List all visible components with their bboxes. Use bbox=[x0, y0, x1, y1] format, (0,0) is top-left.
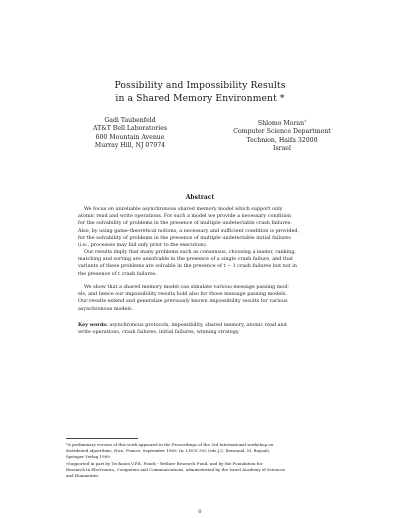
paper-title-line-1: Possibility and Impossibility Results bbox=[114, 80, 286, 91]
footnotes bbox=[66, 442, 336, 480]
text-line: asynchronous models. bbox=[78, 305, 134, 312]
abstract-paragraph-1 bbox=[78, 206, 322, 249]
footnote-line: Springer Verlag 1989. bbox=[66, 454, 111, 460]
footnote-2 bbox=[66, 461, 336, 479]
keywords-line: write operations, crash failures, initial failures, winning strategy. bbox=[78, 329, 240, 336]
abstract-heading: Abstract bbox=[185, 194, 215, 201]
author-name: Shlomo Moran bbox=[257, 120, 305, 128]
text-line: Our results extend and generalize previously known impossibility results for various bbox=[78, 298, 288, 305]
footnote-rule bbox=[66, 438, 138, 439]
text-line: for the solvability of problems in the presence of multiple undetectable crash failures. bbox=[78, 220, 292, 227]
author-block-moran bbox=[222, 117, 342, 154]
keywords-label: Key words: bbox=[78, 322, 108, 328]
footnote-1 bbox=[66, 442, 336, 460]
text-line: We show that a shared memory model can simulate various message passing mod- bbox=[84, 284, 290, 290]
text-line: atomic read and write operations. For such a model we provide a necessary condition bbox=[78, 213, 291, 220]
text-line: the presence of t crash failures. bbox=[78, 270, 158, 277]
keywords-line bbox=[78, 322, 322, 329]
text-line: els, and hence our impossibility results hold also for those message passing models. bbox=[78, 291, 287, 298]
footnote-line: and Humanities. bbox=[66, 473, 100, 479]
text-line: (i.e., processes may fail only prior to the execution). bbox=[78, 242, 208, 249]
author-address: 600 Mountain Avenue bbox=[95, 133, 165, 141]
abstract-paragraph-3 bbox=[78, 284, 322, 313]
paper-title-line-2: in a Shared Memory Environment * bbox=[115, 93, 285, 104]
text-line: matching and sorting are unsolvable in the presence of a single crash failure, and that bbox=[78, 256, 293, 263]
keywords-text: asynchronous protocols, impossibility, shared memory, atomic read and bbox=[107, 322, 287, 328]
author-affiliation: AT&T Bell Laboratories bbox=[92, 125, 168, 133]
footnote-line: distributed algorithms, Nice, France, September 1989. In: LNCS 392 (eds.J.C. Bermond, M. Raynal), bbox=[66, 448, 271, 454]
author-block-taubenfeld bbox=[70, 117, 190, 151]
abstract-paragraph-2 bbox=[78, 249, 322, 278]
author-address: Israel bbox=[273, 145, 291, 153]
footnote-line: Research in Electronics, Computers and Communications, administrated by the Israel Academy of Sciences bbox=[66, 467, 285, 473]
footnote-line: *A preliminary version of this work appeared in the Proceedings of the 3rd International workshop on bbox=[66, 442, 274, 447]
author-name-row bbox=[222, 117, 342, 128]
text-line: We focus on unreliable asynchronous shared memory model which support only bbox=[84, 206, 283, 212]
text-line: variants of these problems are solvable in the presence of t − 1 crash failures but not in bbox=[78, 263, 297, 270]
footnote-line: †Supported in part by Technion V.P.R. Funds - Wellner Research Fund, and by the Foundation for bbox=[66, 461, 263, 467]
page-number: 0 bbox=[198, 509, 202, 515]
footnote-mark: † bbox=[304, 118, 307, 123]
keywords bbox=[78, 322, 322, 336]
author-name: Gadi Taubenfeld bbox=[104, 117, 156, 124]
text-line: Also, by using game-theoretical notions, a necessary and sufficient condition is provided, bbox=[78, 227, 300, 234]
author-affiliation: Computer Science Department bbox=[233, 128, 331, 136]
text-line: for the solvability of problems in the presence of multiple undetectable initial failures bbox=[78, 234, 291, 241]
author-address: Murray Hill, NJ 07974 bbox=[94, 142, 166, 150]
text-line: Our results imply that many problems such as consensus, choosing a leader, ranking, bbox=[84, 249, 297, 255]
author-address: Technion, Haifa 32000 bbox=[246, 136, 318, 144]
